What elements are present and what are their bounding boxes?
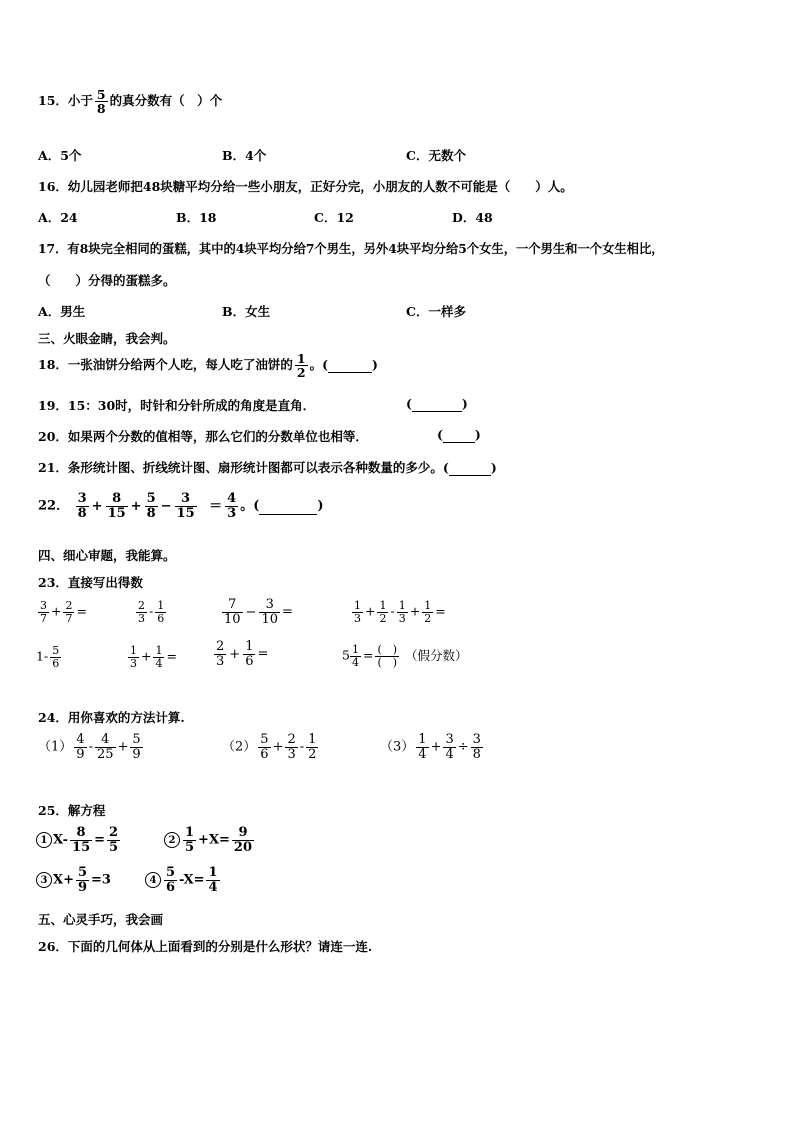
question-17-line1: 17．有8块完全相同的蛋糕，其中的4块平均分给7个男生，另外4块平均分给5个女生，一个男生和一个女生相比， <box>38 241 664 256</box>
question-15 <box>38 88 222 115</box>
q16-option-a[interactable]: A．24 <box>38 210 78 225</box>
question-19: 19．15：30时，时针和分针所成的角度是直角． <box>38 398 316 413</box>
q23-expr-1: $\frac{3}{7}$ + $\frac{2}{7}$ = <box>40 599 87 625</box>
question-26: 26．下面的几何体从上面看到的分别是什么形状？请连一连. <box>38 939 373 954</box>
q23-expr-2: $\frac{2}{3}$ - $\frac{1}{6}$ <box>138 599 165 625</box>
circled-number: 2 <box>164 832 180 848</box>
q15-option-a[interactable]: A．5个 <box>38 148 82 163</box>
q23-expr-7: $\frac{2}{3}$ + $\frac{1}{6}$ = <box>216 639 269 669</box>
question-23-title: 23．直接写出得数 <box>38 575 143 590</box>
answer-blank[interactable] <box>449 460 491 476</box>
q20-answer: ( ) <box>437 427 481 442</box>
q23-expr-5: 1- $\frac{5}{6}$ <box>36 644 60 670</box>
fraction: $\frac{5}{8}$ <box>96 87 106 117</box>
question-24-title: 24．用你喜欢的方法计算. <box>38 710 185 725</box>
q18-close: ) <box>372 357 378 373</box>
question-20: 20．如果两个分数的值相等，那么它们的分数单位也相等． <box>38 429 368 444</box>
q23-expr-6: $\frac{1}{3}$ + $\frac{1}{4}$ = <box>130 644 177 670</box>
q24-problem-2: （2） $\frac{5}{6}$ + $\frac{2}{3}$ - $\frac{1}{2}$ <box>222 732 317 762</box>
question-25-title: 25．解方程 <box>38 803 106 818</box>
q15-post: 的真分数有（ ）个 <box>109 93 223 109</box>
q15-option-c[interactable]: C．无数个 <box>406 148 466 163</box>
fraction: $\frac{3}{15}$ <box>176 491 195 521</box>
q16-option-b[interactable]: B．18 <box>176 210 217 225</box>
fraction: $\frac{8}{15}$ <box>107 491 126 521</box>
fraction: $\frac{3}{8}$ <box>77 491 87 521</box>
question-22: 22． $\frac{3}{8}$ + $\frac{8}{15}$ + $\frac{5}{8}$ − $\frac{3}{15}$ ＝ $\frac{4}{3}$ 。( ) <box>38 491 324 521</box>
question-16: 16．幼儿园老师把48块糖平均分给一些小朋友，正好分完，小朋友的人数不可能是（ ）人。 <box>38 179 573 194</box>
q15-option-b[interactable]: B．4个 <box>222 148 267 163</box>
q19-answer: ( ) <box>406 396 468 411</box>
q21-text: 21．条形统计图、折线统计图、扇形统计图都可以表示各种数量的多少。( <box>38 460 449 475</box>
q16-option-d[interactable]: D．48 <box>452 210 493 225</box>
q16-option-c[interactable]: C．12 <box>314 210 354 225</box>
q17-option-a[interactable]: A．男生 <box>38 304 86 319</box>
answer-blank[interactable] <box>412 396 462 412</box>
fraction: $\frac{1}{2}$ <box>296 351 306 381</box>
q25-equation-2: 2 $\frac{1}{5}$ +X= $\frac{9}{20}$ <box>164 826 256 854</box>
q15-pre: 小于 <box>67 93 93 109</box>
q18-text: 18．一张油饼分给两个人吃，每人吃了油饼的 <box>38 357 293 373</box>
q23-expr-4: $\frac{1}{3}$ + $\frac{1}{2}$ - $\frac{1}{3}$ + $\frac{1}{2}$ = <box>354 599 446 625</box>
answer-blank[interactable] <box>328 357 372 373</box>
circled-number: 1 <box>36 832 52 848</box>
q25-equation-1: 1 X- $\frac{8}{15}$ = $\frac{2}{5}$ <box>36 826 122 854</box>
circled-number: 3 <box>36 872 52 888</box>
question-18 <box>38 352 378 379</box>
q25-equation-4: 4 $\frac{5}{6}$ -X= $\frac{1}{4}$ <box>145 866 222 894</box>
q25-equation-3: 3 X+ $\frac{5}{9}$ =3 <box>36 866 111 894</box>
question-17-line2: （ ）分得的蛋糕多。 <box>38 273 176 288</box>
q17-option-c[interactable]: C．一样多 <box>406 304 466 319</box>
question-21 <box>38 458 497 476</box>
fraction: $\frac{5}{8}$ <box>146 491 156 521</box>
section-4-heading: 四、细心审题，我能算。 <box>38 548 176 563</box>
fraction: $\frac{4}{3}$ <box>227 491 237 521</box>
q22-number: 22． <box>38 498 70 514</box>
q24-problem-1: （1） $\frac{4}{9}$ - $\frac{4}{25}$ + $\frac{5}{9}$ <box>38 732 141 762</box>
answer-blank[interactable] <box>443 427 475 443</box>
q21-close: ) <box>490 460 497 475</box>
q23-expr-3: $\frac{7}{10}$ − $\frac{3}{10}$ = <box>224 597 293 627</box>
q18-open: 。( <box>309 357 329 373</box>
answer-blank[interactable] <box>259 499 317 515</box>
circled-number: 4 <box>145 872 161 888</box>
q24-problem-3: （3） $\frac{1}{4}$ + $\frac{3}{4}$ ÷ $\frac{3}{8}$ <box>380 732 481 762</box>
section-5-heading: 五、心灵手巧，我会画 <box>38 912 164 927</box>
q15-number: 15． <box>38 93 68 109</box>
section-3-heading: 三、火眼金睛，我会判。 <box>38 331 176 346</box>
q23-expr-8: 5 $\frac{1}{4}$ = $\frac{( )}{( )}$ （假分数） <box>342 643 468 669</box>
q17-option-b[interactable]: B．女生 <box>222 304 271 319</box>
